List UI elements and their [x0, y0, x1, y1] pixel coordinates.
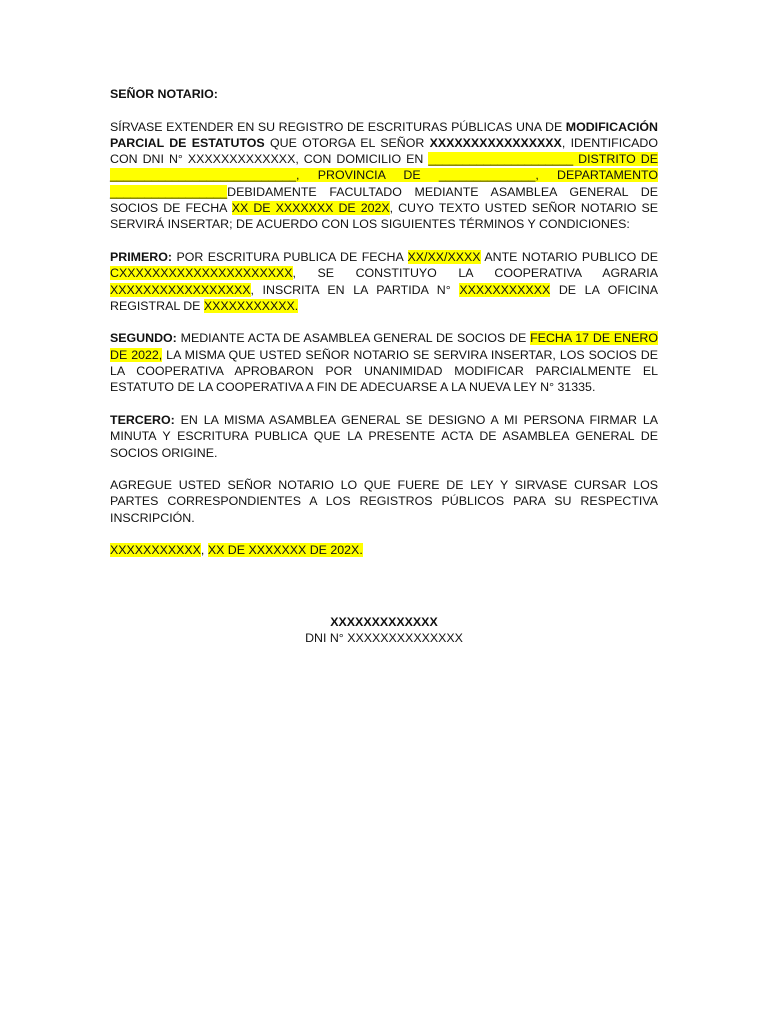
place-date-separator: ,: [200, 543, 208, 558]
intro-paragraph: [110, 119, 658, 233]
intro-text-5: , CUYO TEXTO USTED SEÑOR NOTARIO SE SERVIRÁ INSERTAR; DE ACUERDO CON LOS SIGUIENTES TÉRMINOS Y CONDICIONES:: [110, 201, 658, 232]
tercero-paragraph: [110, 412, 658, 461]
signature-dni: DNI N° XXXXXXXXXXXXXX: [305, 631, 463, 646]
primero-highlight-coop: XXXXXXXXXXXXXXXXX: [110, 282, 251, 297]
primero-text-5: DE LA OFICINA REGISTRAL DE: [110, 282, 659, 313]
intro-text-4: DEBIDAMENTE FACULTADO MEDIANTE ASAMBLEA GENERAL DE SOCIOS DE FECHA: [110, 184, 658, 216]
closing-paragraph: [110, 477, 658, 526]
primero-highlight-partida: XXXXXXXXXXX: [459, 282, 551, 297]
primero-paragraph: [110, 249, 658, 314]
primero-text-4: , INSCRITA EN LA PARTIDA N°: [250, 282, 460, 297]
segundo-text-2: LA MISMA QUE USTED SEÑOR NOTARIO SE SERVIRA INSERTAR, LOS SOCIOS DE LA COOPERATIVA APROBARON POR UNANIMIDAD MODIFICAR PARCIALMENTE EL ESTATUTO DE LA COOPERATIVA A FIN DE ADECUARSE A LA NUEVA LEY N° 31335.: [110, 347, 658, 395]
document-body: [110, 86, 658, 575]
primero-highlight-office: XXXXXXXXXXX.: [203, 298, 299, 313]
primero-text-2: ANTE NOTARIO PUBLICO DE: [480, 249, 658, 264]
signature-name: XXXXXXXXXXXXX: [330, 615, 438, 629]
segundo-label: SEGUNDO:: [110, 331, 177, 346]
tercero-text-1: EN LA MISMA ASAMBLEA GENERAL SE DESIGNO A MI PERSONA FIRMAR LA MINUTA Y ESCRITURA PUBLICA QUE LA PRESENTE ACTA DE ASAMBLEA GENERAL DE SOCIOS ORIGINE.: [110, 412, 658, 460]
primero-text-1: POR ESCRITURA PUBLICA DE FECHA: [171, 249, 408, 264]
primero-highlight-notary: CXXXXXXXXXXXXXXXXXXXXX: [110, 266, 293, 281]
intro-bold-title: MODIFICACIÓN PARCIAL DE ESTATUTOS: [110, 119, 658, 150]
place-highlight: XXXXXXXXXXX: [110, 543, 201, 558]
intro-text-3: , IDENTIFICADO CON DNI N° XXXXXXXXXXXXX, CON DOMICILIO EN: [110, 135, 658, 167]
primero-label: PRIMERO:: [110, 249, 172, 264]
closing-text: AGREGUE USTED SEÑOR NOTARIO LO QUE FUERE DE LEY Y SIRVASE CURSAR LOS PARTES CORRESPONDIENTES A LOS REGISTROS PÚBLICOS PARA SU RESPECTIVA INSCRIPCIÓN.: [110, 478, 658, 525]
segundo-text-1: MEDIANTE ACTA DE ASAMBLEA GENERAL DE SOCIOS DE: [176, 331, 531, 346]
primero-text-3: , SE CONSTITUYO LA COOPERATIVA AGRARIA: [292, 266, 658, 281]
segundo-highlight-date: FECHA 17 DE ENERO DE 2022,: [110, 331, 658, 362]
heading: SEÑOR NOTARIO:: [110, 87, 218, 101]
intro-text-2: QUE OTORGA EL SEÑOR: [264, 135, 430, 150]
intro-bold-name: XXXXXXXXXXXXXXXX: [429, 135, 562, 150]
date-highlight: XX DE XXXXXXX DE 202X.: [207, 543, 363, 558]
intro-highlight-date: XX DE XXXXXXX DE 202X: [231, 201, 390, 216]
intro-highlight-address: _____________________ DISTRITO DE ___________________________, PROVINCIA DE ______________, DEPARTAMENTO _________________: [110, 152, 658, 199]
heading-paragraph: [110, 86, 658, 102]
segundo-paragraph: [110, 330, 658, 395]
signature-block: [110, 614, 658, 647]
tercero-label: TERCERO:: [110, 412, 175, 427]
primero-highlight-date: XX/XX/XXXX: [407, 249, 481, 264]
place-date-paragraph: [110, 542, 658, 558]
intro-text-1: SÍRVASE EXTENDER EN SU REGISTRO DE ESCRITURAS PÚBLICAS UNA DE: [110, 119, 566, 134]
